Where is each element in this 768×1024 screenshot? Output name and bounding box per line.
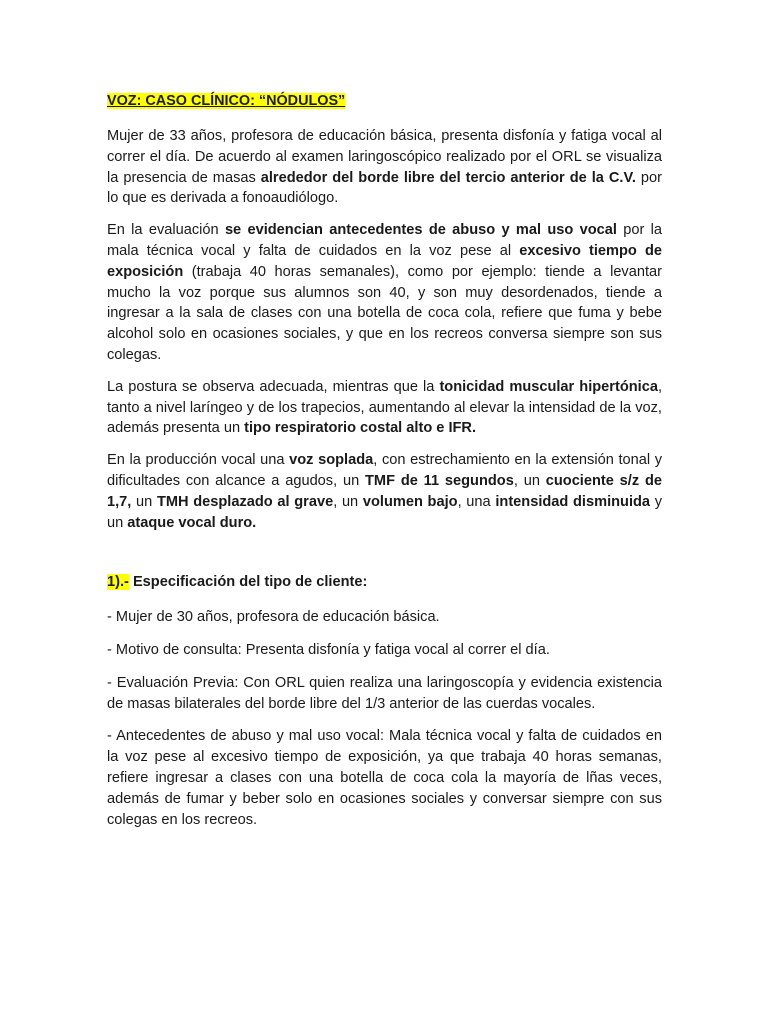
bold-run: volumen bajo	[362, 493, 458, 510]
text-run: (trabaja 40 horas semanales), como por ejemplo: tiende a levantar mucho la voz porque sus alumnos son 40, y son muy desordenados, tiende a ingresar a la sala de clases con una botella de coca cola, refiere que fuma y bebe alcohol solo en ocasiones sociales, y que en los recreos conversa siempre son sus colegas.	[107, 263, 662, 363]
title-highlight: VOZ: CASO CLÍNICO: “NÓDULOS”	[107, 93, 346, 109]
text-run: , una	[457, 493, 496, 510]
section-spacer	[107, 544, 662, 572]
text-run: En la producción vocal una	[107, 452, 290, 469]
document-title	[107, 92, 662, 110]
bold-run: voz soplada	[289, 452, 374, 469]
text-run: Mujer de 33 años, profesora de educación básica, presenta disfonía y fatiga vocal al correr el día. De acuerdo al examen laringoscópico realizado por el ORL se visualiza la presencia de masas	[107, 128, 662, 186]
list-item: - Motivo de consulta: Presenta disfonía y fatiga vocal al correr el día.	[107, 641, 550, 658]
text-run: un	[131, 493, 157, 510]
text-run: , un	[333, 493, 363, 510]
paragraph-case-description	[107, 126, 662, 209]
document-body	[107, 92, 662, 842]
text-run: , tanto a nivel laríngeo y de los trapecios, aumentando al elevar la intensidad de la voz, además presenta un	[107, 378, 662, 437]
paragraph-evaluation	[107, 220, 662, 366]
bold-run: TMH desplazado al grave	[156, 493, 334, 510]
bold-run: alrededor del borde libre del tercio anterior de la C.V.	[260, 169, 636, 186]
text-run: La postura se observa adecuada, mientras que la	[107, 378, 440, 395]
bold-run: ataque vocal duro.	[127, 514, 257, 531]
text-run: , un	[513, 472, 546, 489]
section-number: 1).-	[107, 574, 129, 591]
list-item: - Evaluación Previa: Con ORL quien realiza una laringoscopía y evidencia existencia de masas bilaterales del borde libre del 1/3 anterior de las cuerdas vocales.	[107, 674, 662, 712]
list-item: - Mujer de 30 años, profesora de educación básica.	[107, 609, 440, 626]
section-heading	[107, 572, 662, 593]
bold-run: tipo respiratorio costal alto e IFR.	[244, 420, 477, 437]
bold-run: excesivo tiempo de exposición	[107, 242, 662, 280]
section-heading-text: Especificación del tipo de cliente:	[128, 574, 368, 591]
text-run: por la mala técnica vocal y falta de cuidados en la voz pese al	[107, 222, 662, 259]
text-run: , con estrechamiento en la extensión tonal y dificultades con alcance a agudos, un	[107, 452, 663, 489]
text-run: por lo que es derivada a fonoaudiólogo.	[107, 169, 662, 207]
paragraph-posture	[107, 377, 662, 439]
bold-run: TMF de 11 segundos	[365, 472, 514, 489]
bold-run: tonicidad muscular hipertónica	[439, 378, 658, 395]
text-run: y un	[107, 493, 663, 531]
text-run: En la evaluación	[107, 222, 225, 239]
paragraph-vocal-production	[107, 450, 662, 533]
bold-run: se evidencian antecedentes de abuso y mal uso vocal	[224, 222, 617, 239]
list-item: - Antecedentes de abuso y mal uso vocal: Mala técnica vocal y falta de cuidados en la voz pese al excesivo tiempo de exposición, ya que trabaja 40 horas semanas, refiere ingresar a clases con una botella de coca cola la mayoría de lñas veces, además de fumar y beber solo en ocasiones sociales y conversar siempre con sus colegas en los recreos.	[107, 728, 662, 828]
bold-run: cuociente s/z de 1,7,	[107, 472, 663, 510]
bold-run: intensidad disminuida	[495, 493, 651, 510]
